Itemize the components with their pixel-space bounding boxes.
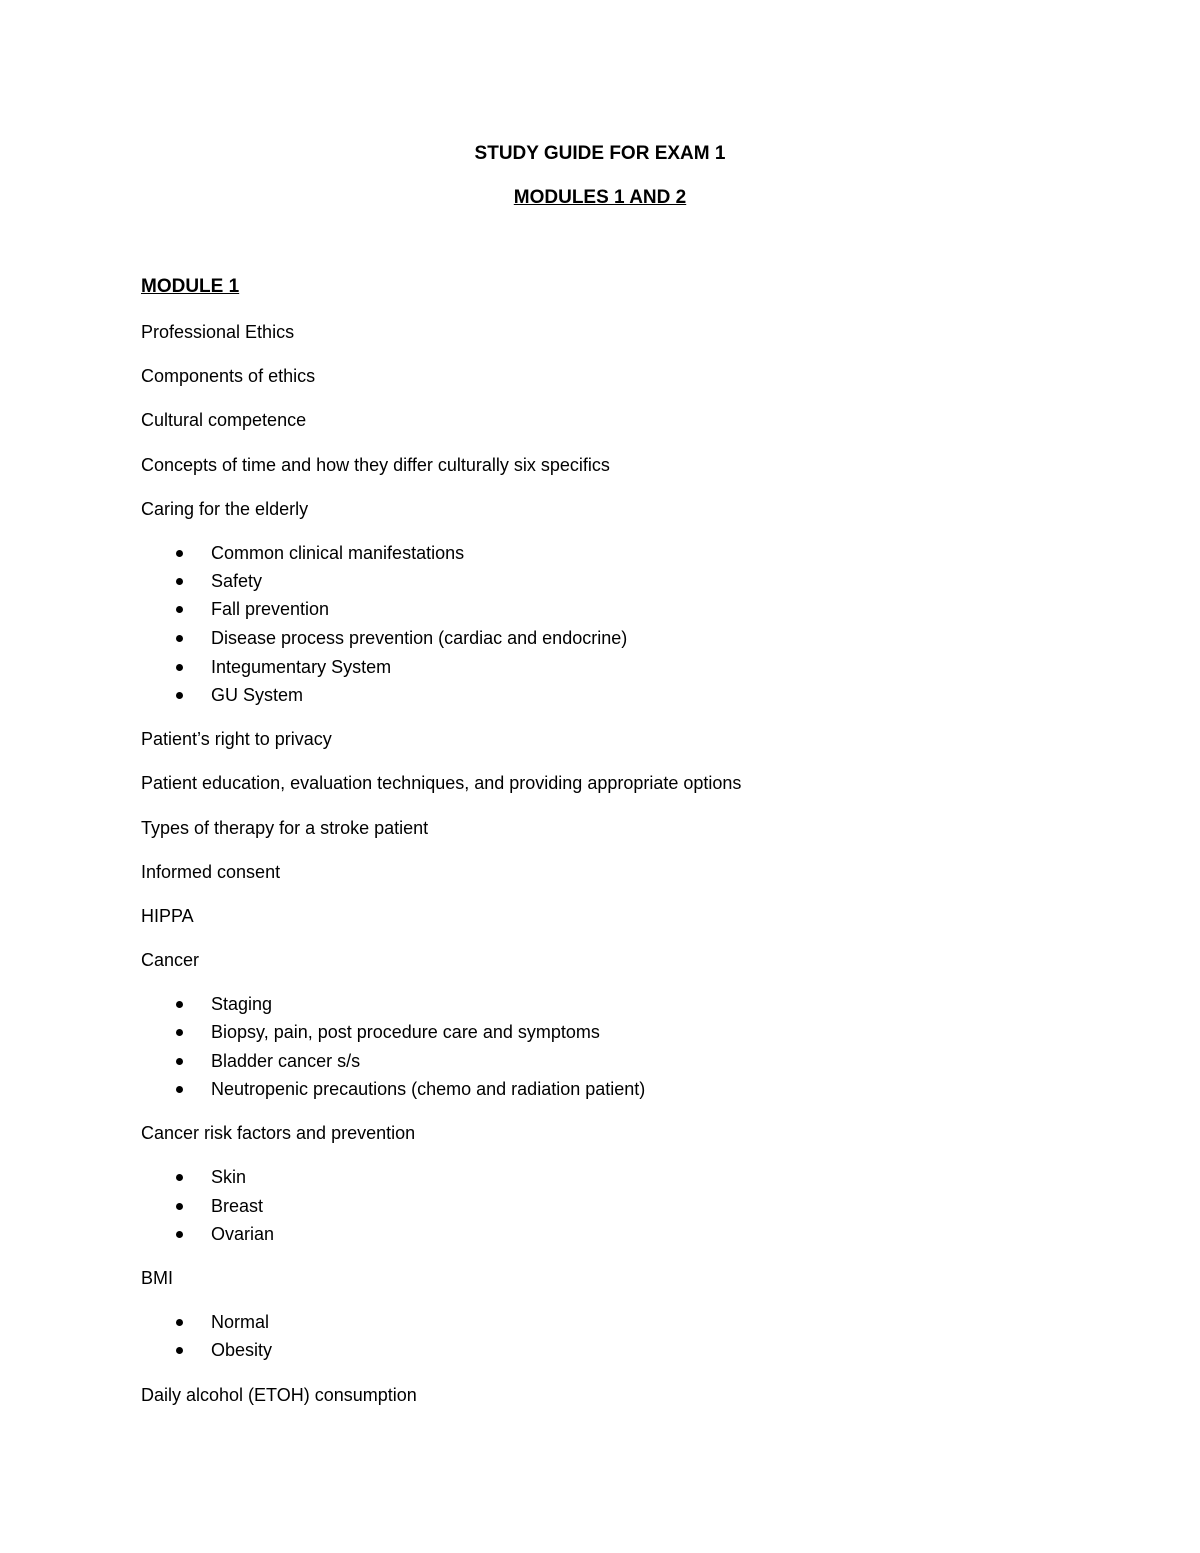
bullet-icon <box>176 1086 183 1093</box>
topic-cancer: Cancer <box>141 950 200 970</box>
document-title: STUDY GUIDE FOR EXAM 1 <box>474 143 726 164</box>
topic-informed-consent: Informed consent <box>141 862 281 882</box>
list-item-text: Fall prevention <box>211 599 330 619</box>
bullet-icon <box>176 578 183 585</box>
list-item-text: Ovarian <box>211 1224 275 1244</box>
topic-cancer-risk-factors: Cancer risk factors and prevention <box>141 1123 416 1143</box>
bullet-icon <box>176 1319 183 1326</box>
list-item-text: Integumentary System <box>211 657 392 677</box>
topic-patient-privacy: Patient’s right to privacy <box>141 729 332 749</box>
topic-professional-ethics: Professional Ethics <box>141 322 295 342</box>
bullet-icon <box>176 550 183 557</box>
list-item-text: Common clinical manifestations <box>211 543 465 563</box>
topic-hippa: HIPPA <box>141 906 194 926</box>
topic-components-of-ethics: Components of ethics <box>141 366 316 386</box>
bullet-icon <box>176 635 183 642</box>
topic-concepts-of-time: Concepts of time and how they differ culturally six specifics <box>141 455 610 475</box>
section-heading: MODULE 1 <box>141 276 240 297</box>
list-item-text: Normal <box>211 1312 270 1332</box>
bullet-icon <box>176 1058 183 1065</box>
topic-stroke-therapy: Types of therapy for a stroke patient <box>141 818 429 838</box>
bullet-icon <box>176 1347 183 1354</box>
topic-cultural-competence: Cultural competence <box>141 410 307 430</box>
list-item-text: GU System <box>211 685 304 705</box>
bullet-icon <box>176 664 183 671</box>
topic-daily-alcohol: Daily alcohol (ETOH) consumption <box>141 1385 417 1405</box>
bullet-icon <box>176 1203 183 1210</box>
list-item-text: Bladder cancer s/s <box>211 1051 361 1071</box>
list-item-text: Neutropenic precautions (chemo and radiation patient) <box>211 1079 646 1099</box>
bullet-icon <box>176 1174 183 1181</box>
bullet-icon <box>176 692 183 699</box>
bullet-icon <box>176 1001 183 1008</box>
list-item-text: Breast <box>211 1196 264 1216</box>
list-item-text: Disease process prevention (cardiac and endocrine) <box>211 628 628 648</box>
bullet-icon <box>176 1231 183 1238</box>
topic-caring-for-elderly: Caring for the elderly <box>141 499 309 519</box>
list-item-text: Skin <box>211 1167 247 1187</box>
topic-bmi: BMI <box>141 1268 174 1288</box>
list-item-text: Biopsy, pain, post procedure care and symptoms <box>211 1022 600 1042</box>
list-item-text: Obesity <box>211 1340 273 1360</box>
topic-patient-education: Patient education, evaluation techniques, and providing appropriate options <box>141 773 742 793</box>
document-subtitle: MODULES 1 AND 2 <box>513 187 687 208</box>
list-item-text: Safety <box>211 571 263 591</box>
list-item-text: Staging <box>211 994 273 1014</box>
bullet-icon <box>176 1029 183 1036</box>
bullet-icon <box>176 606 183 613</box>
